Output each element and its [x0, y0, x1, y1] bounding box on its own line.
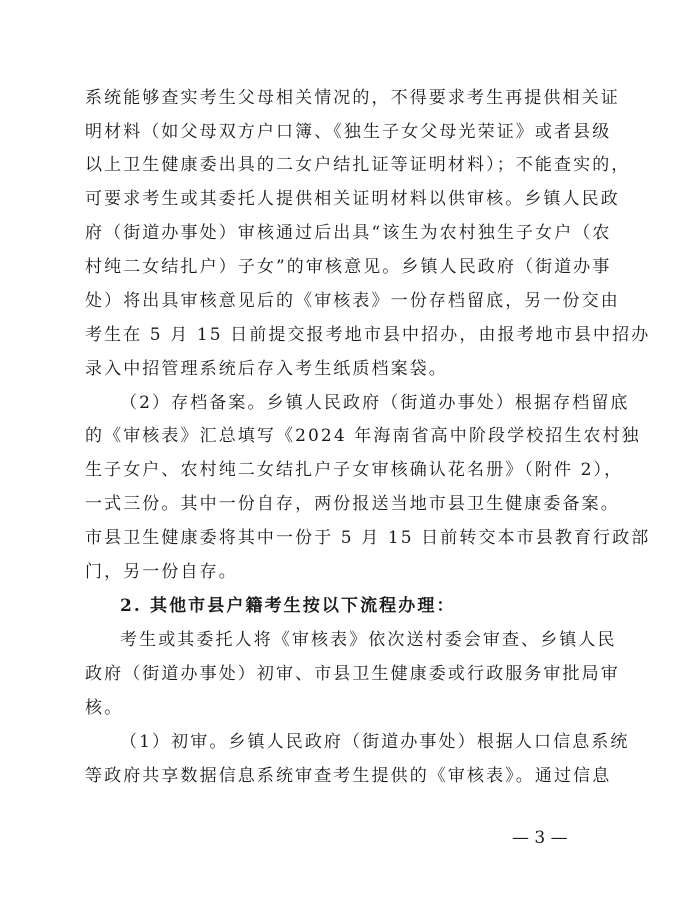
- text-line: 处）将出具审核意见后的《审核表》一份存档留底，另一份交由: [85, 291, 620, 311]
- text-line: 生子女户、农村纯二女结扎户子女审核确认花名册》（附件 2），: [85, 460, 624, 480]
- text-line: 考生或其委托人将《审核表》依次送村委会审查、乡镇人民: [120, 630, 617, 650]
- section-heading: 2. 其他市县户籍考生按以下流程办理：: [120, 596, 456, 616]
- text-line: 录入中招管理系统后存入考生纸质档案袋。: [85, 359, 448, 379]
- text-line: 考生在 5 月 15 日前提交报考地市县中招办，由报考地市县中招办: [85, 325, 651, 345]
- text-line: 府（街道办事处）审核通过后出具“该生为农村独生子女户（农: [85, 223, 612, 243]
- text-line: 等政府共享数据信息系统审查考生提供的《审核表》。通过信息: [85, 766, 612, 786]
- text-line: 明材料（如父母双方户口簿、《独生子女父母光荣证》或者县级: [85, 122, 612, 142]
- text-line: 系统能够查实考生父母相关情况的，不得要求考生再提供相关证: [85, 88, 620, 108]
- text-line: 村纯二女结扎户）子女”的审核意见。乡镇人民政府（街道办事: [85, 257, 612, 277]
- text-line: 政府（街道办事处）初审、市县卫生健康委或行政服务审批局审: [85, 664, 620, 684]
- text-line: 可要求考生或其委托人提供相关证明材料以供审核。乡镇人民政: [85, 189, 620, 209]
- text-line: （1）初审。乡镇人民政府（街道办事处）根据人口信息系统: [120, 732, 630, 752]
- text-line: 核。: [85, 698, 124, 718]
- text-line: （2）存档备案。乡镇人民政府（街道办事处）根据存档留底: [120, 393, 630, 413]
- text-line: 的《审核表》汇总填写《2024 年海南省高中阶段学校招生农村独: [85, 426, 641, 446]
- text-line: 以上卫生健康委出具的二女户结扎证等证明材料）；不能查实的，: [85, 155, 631, 175]
- text-line: 一式三份。其中一份自存，两份报送当地市县卫生健康委备案。: [85, 494, 620, 514]
- page-number: — 3 —: [512, 828, 568, 848]
- text-line: 市县卫生健康委将其中一份于 5 月 15 日前转交本市县教育行政部: [85, 528, 651, 548]
- text-line: 门，另一份自存。: [85, 562, 238, 582]
